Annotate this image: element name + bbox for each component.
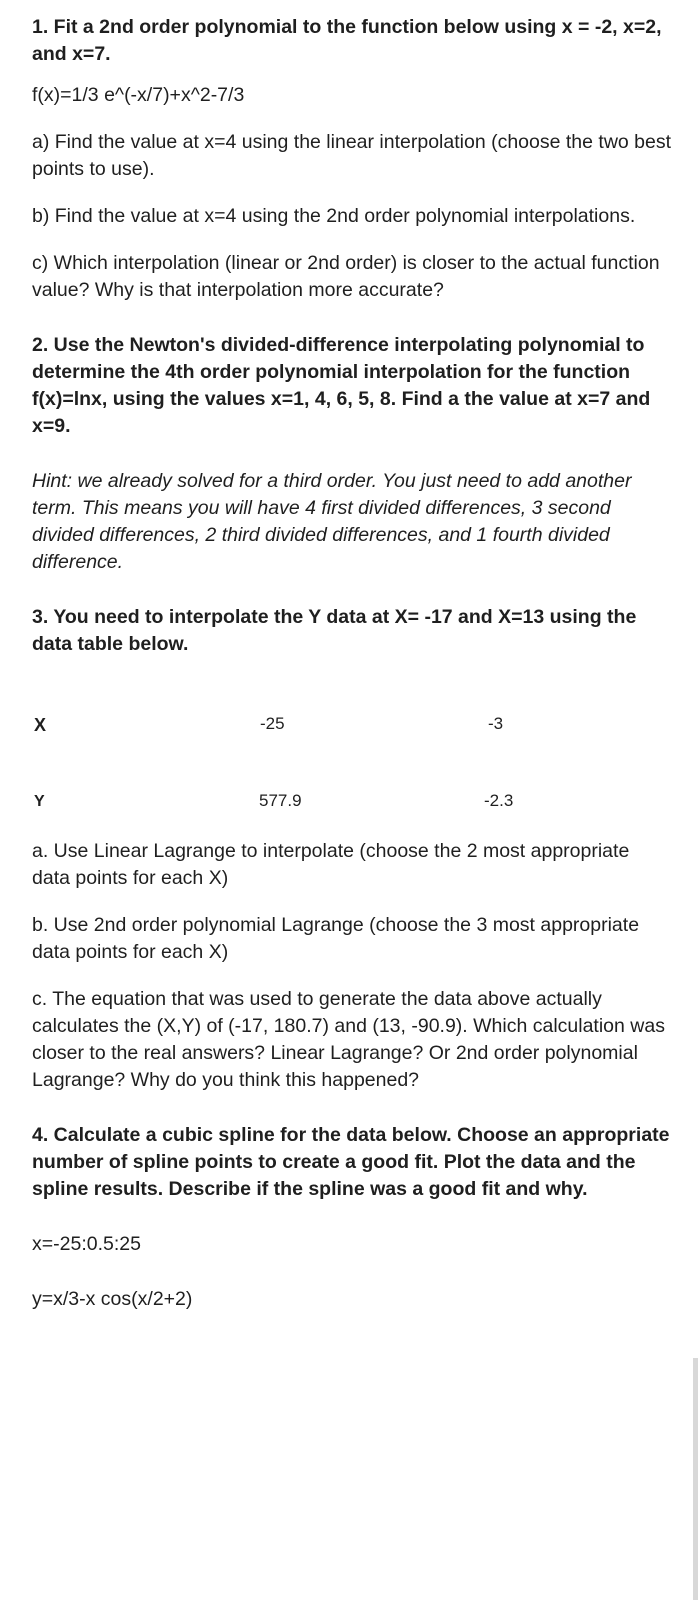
table-y-value-1: 577.9	[259, 791, 302, 810]
table-x-value-1: -25	[260, 714, 285, 733]
q2-title: 2. Use the Newton's divided-difference interpolating polynomial to determine the 4th order polynomial interpolation for the function f(x)=lnx, using the values x=1, 4, 6, 5, 8. Find a the value at x=7 and x=9.	[32, 334, 651, 437]
table-y-label: Y	[34, 793, 45, 810]
q4-x-range: x=-25:0.5:25	[32, 1233, 141, 1255]
q1-function: f(x)=1/3 e^(-x/7)+x^2-7/3	[32, 84, 245, 106]
q4-y-equation: y=x/3-x cos(x/2+2)	[32, 1288, 193, 1310]
q4-title: 4. Calculate a cubic spline for the data below. Choose an appropriate number of spline points to create a good fit. Plot the data and the spline results. Describe if the spline was a good fit and why.	[32, 1124, 670, 1200]
q3-title: 3. You need to interpolate the Y data at X= -17 and X=13 using the data table below.	[32, 606, 637, 655]
q3-part-a: a. Use Linear Lagrange to interpolate (choose the 2 most appropriate data points for each X)	[32, 840, 630, 889]
q1-title: 1. Fit a 2nd order polynomial to the function below using x = -2, x=2, and x=7.	[32, 16, 662, 65]
q1-part-b: b) Find the value at x=4 using the 2nd order polynomial interpolations.	[32, 205, 636, 227]
q3-part-b: b. Use 2nd order polynomial Lagrange (choose the 3 most appropriate data points for each X)	[32, 914, 640, 963]
q1-part-a: a) Find the value at x=4 using the linear interpolation (choose the two best points to use).	[32, 131, 672, 180]
q3-part-c: c. The equation that was used to generate the data above actually calculates the (X,Y) of (-17, 180.7) and (13, -90.9). Which calculation was closer to the real answers? Linear Lagrange? Or 2nd order polynomial Lagrange? Why do you think this happened?	[32, 988, 665, 1091]
scrollbar[interactable]	[693, 1358, 698, 1600]
data-table	[32, 658, 672, 838]
q2-hint: Hint: we already solved for a third order. You just need to add another term. This means you will have 4 first divided differences, 3 second divided differences, 2 third divided differences, and 1 fourth divided difference.	[32, 470, 632, 573]
table-x-value-2: -3	[488, 714, 504, 733]
q1-part-c: c) Which interpolation (linear or 2nd order) is closer to the actual function value? Why is that interpolation more accurate?	[32, 252, 660, 301]
document-page	[32, 14, 672, 1313]
table-y-value-2: -2.3	[484, 791, 514, 810]
table-x-label: X	[34, 715, 47, 735]
